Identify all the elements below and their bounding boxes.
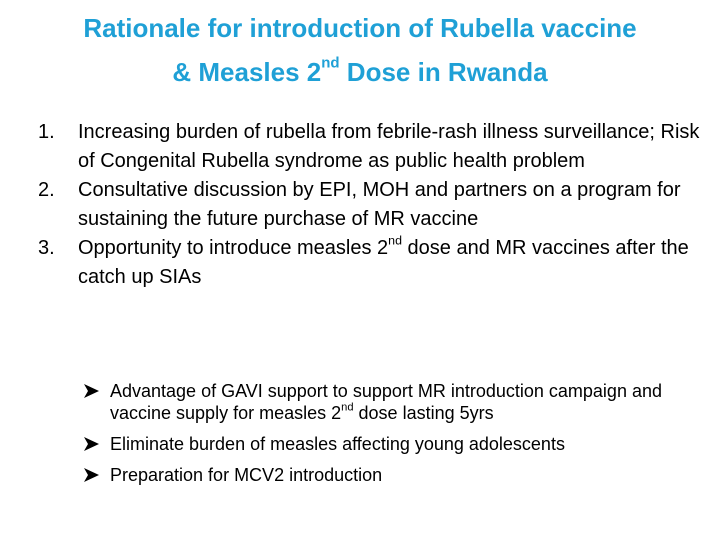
bullet-item-1 [84,380,694,424]
bullet-text-start: Advantage of GAVI support to support MR introduction campaign and vaccine supply for measles 2 [110,381,662,423]
arrow-bullet-icon [84,464,100,486]
bullet-superscript: nd [341,401,354,414]
numbered-item-1 [38,118,702,176]
item-text-end: dose and MR vaccines after the catch up SIAs [78,237,689,288]
numbered-list [38,118,702,292]
bullet-item-2 [84,433,694,455]
slide-title [10,6,710,94]
item-superscript: nd [388,233,402,248]
item-text: Increasing burden of rubella from febrile-rash illness surveillance; Risk of Congenital Rubella syndrome as public health problem [78,121,700,172]
title-line-2-end: Dose in Rwanda [339,57,548,87]
numbered-item-2 [38,176,702,234]
arrow-bullet-icon [84,433,100,455]
bullet-text-end: dose lasting 5yrs [353,403,494,423]
bullet-text: Eliminate burden of measles affecting young adolescents [110,434,565,454]
bullet-text: Preparation for MCV2 introduction [110,465,383,485]
arrow-bullet-icon [84,380,100,402]
title-line-2 [10,50,710,94]
item-number: 1. [38,121,55,143]
item-number: 2. [38,179,55,201]
item-text: Consultative discussion by EPI, MOH and partners on a program for sustaining the future purchase of MR vaccine [78,179,681,230]
title-superscript: nd [321,54,340,72]
title-line-1: Rationale for introduction of Rubella vaccine [83,13,637,43]
numbered-item-3 [38,234,702,292]
item-text [78,233,689,288]
title-line-2-text: & Measles 2 [172,57,322,87]
item-text-start: Opportunity to introduce measles 2 [78,237,389,259]
bullet-list [84,380,694,495]
bullet-item-3 [84,464,694,486]
bullet-text [110,381,662,423]
item-number: 3. [38,237,55,259]
